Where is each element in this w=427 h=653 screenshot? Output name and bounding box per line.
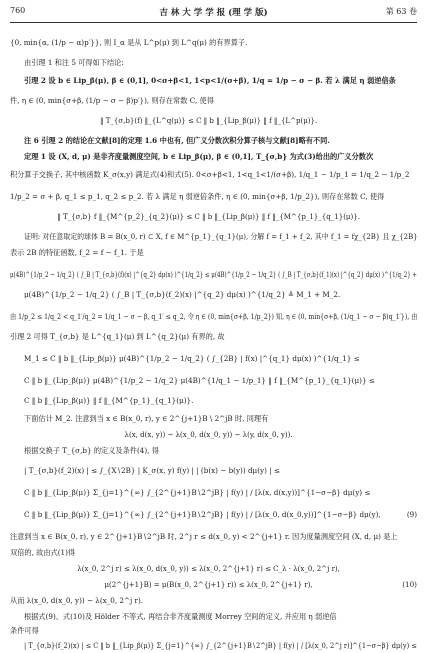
volume-label: 第 63 卷 bbox=[385, 7, 417, 16]
text-line: 证明: 对任意取定的球体 B = B(x_0, r) ⊂ X, f ∈ M^{p_1}_{q_1}(μ), 分解 f = f_1 + f_2, 其中 f_1 = fχ_{2B} 且 χ_{2B} bbox=[24, 232, 418, 241]
text-line: 由引理 1 和注 5 可得如下结论: bbox=[24, 58, 124, 67]
display-equation: μ(2^{j+1}B) = μ(B(x_0, 2^{j+1} r)) ≤ λ(x_0, 2^{j+1} r), bbox=[104, 580, 313, 589]
display-equation: λ(x_0, 2^j r) ≤ λ(x_0, d(x_0, y)) ≤ λ(x_0, 2^{j+1} r) ≤ C_λ · λ(x_0, 2^j r), bbox=[77, 564, 340, 573]
display-equation: μ(4B)^{1/p_2 − 1/q_2} ( ∫_B | T_{σ,b}(f)(x) |^{q_2} dμ(x) )^{1/q_2} ≤ μ(4B)^{1/p_2 − 1/q_2} ( ∫_B | T_{σ,b}(f_1)(x) |^{q_2} dμ(x) )^{1/q_2} + bbox=[10, 270, 418, 279]
header-rule bbox=[10, 22, 417, 23]
text-line: 表示 2B 的特征函数, f_2 = f − f_1. 于是 bbox=[10, 248, 144, 257]
lemma-2-line: 引理 2 设 b ∈ Lip_β(μ), β ∈ (0,1], 0<σ+β<1, 1<p<1/(σ+β), 1/q = 1/p − σ − β. 若 λ 满足 η 弱逆倍条 bbox=[24, 76, 396, 85]
text-line: 积分算子交换子, 其中核函数 K_σ(x,y) 满足式(4)和式(5). 0<σ+β<1, 1<q_1<1/(σ+β), 1/q_1 − 1/p_1 = 1/q_2 − 1/p_2 bbox=[10, 170, 410, 179]
text-line: 根据式(9)、式(10)及 Hölder 不等式, 再结合非齐度量测度 Morrey 空间的定义, 并应用 η 弱逆倍 bbox=[24, 612, 337, 621]
display-equation: C ‖ b ‖_{Lip_β(μ)} ‖ f ‖_{M^{p_1}_{q_1}(μ)}. bbox=[24, 396, 194, 405]
journal-title: 吉 林 大 学 学 报 (理 学 版) bbox=[159, 8, 268, 18]
text-line: 引理 2 可得 T_{σ,b} 是 L^{q_1}(μ) 到 L^{q_2}(μ) 有界的, 故 bbox=[10, 332, 225, 341]
text-line: 从而 λ(x_0, d(x_0, y)) ∼ λ(x_0, 2^j r). bbox=[10, 596, 144, 605]
display-equation: C ‖ b ‖_{Lip_β(μ)} μ(4B)^{1/p_2 − 1/q_2} μ(4B)^{1/q_1 − 1/p_1} ‖ f ‖_{M^{p_1}_{q_1}(μ)} ≤ bbox=[24, 376, 375, 385]
text-line: 1/p_2 = σ + β, q_1 ≤ p_1, q_2 ≤ p_2. 若 λ 满足 η 弱逆倍条件, η ∈ (0, min{σ+β, 1/p_2}), 则存在常数 C, 使得 bbox=[10, 192, 385, 201]
text-line: 下面估计 M_2. 注意到当 x ∈ B(x_0, r), y ∈ 2^{j+1}B \ 2^jB 时, 同理有 bbox=[24, 414, 269, 423]
text-line: 由 1/p_2 ≤ 1/q_2 < q_1′/q_2 = 1/q_1 − σ − β, q_1′ ≤ q_2, 令 η ∈ (0, min{σ+β, 1/p_2}) 知, η ∈ (0, min{σ+β, (1/q_1 − σ − β)q_1′}), 由 bbox=[10, 312, 418, 321]
text-line: {0, min{α, (1/p − α)p′}}, 则 I_α 是从 L^p(μ) 到 L^q(μ) 的有界算子. bbox=[10, 38, 248, 47]
display-equation: λ(x, d(x, y)) ∼ λ(x_0, d(x_0, y)) ∼ λ(y, d(x_0, y)). bbox=[124, 430, 293, 439]
equation-number: (10) bbox=[402, 580, 417, 589]
text-line: 件, η ∈ (0, min{σ+β, (1/p − σ − β)p′}), 则存在常数 C, 使得 bbox=[10, 96, 214, 105]
text-line: 注意到当 x ∈ B(x_0, r), y ∈ 2^{j+1}B∖2^jB 时, 2^j r ≤ d(x_0, y) < 2^{j+1} r. 因为度量测度空间 (X, d, μ) 是上 bbox=[10, 532, 398, 541]
equation-number: (9) bbox=[406, 510, 417, 519]
display-equation: M_1 ≤ C ‖ b ‖_{Lip_β(μ)} μ(4B)^{1/p_2 − 1/q_2} ( ∫_{2B} | f(x) |^{q_1} dμ(x) )^{1/q_1} ≤ bbox=[24, 354, 360, 363]
display-equation: μ(4B)^{1/p_2 − 1/q_2} ( ∫_B | T_{σ,b}(f_2)(x) |^{q_2} dμ(x) )^{1/q_2} ≜ M_1 + M_2. bbox=[24, 290, 341, 299]
display-equation: C ‖ b ‖_{Lip_β(μ)} Σ_{j=1}^{∞} ∫_{2^{j+1}B∖2^jB} | f(y) | / [λ(x_0, d(x_0,y))]^{1−σ−β} dμ(y), bbox=[24, 510, 381, 519]
remark-6-line: 注 6 引理 2 的结论在文献[8]的定理 1.6 中也有, 但广义分数次积分算子核与文献[8]略有不同. bbox=[24, 136, 330, 145]
display-equation: ‖ T_{σ,b} f ‖_{M^{p_2}_{q_2}(μ)} ≤ C ‖ b ‖_{Lip_β(μ)} ‖ f ‖_{M^{p_1}_{q_1}(μ)}. bbox=[57, 212, 360, 221]
page-number: 760 bbox=[10, 6, 26, 15]
text-line: 根据交换子 T_{σ,b} 的定义及条件(4), 得 bbox=[24, 446, 159, 455]
display-equation: C ‖ b ‖_{Lip_β(μ)} Σ_{j=1}^{∞} ∫_{2^{j+1}B∖2^jB} | f(y) | / [λ(x, d(x,y))]^{1−σ−β} dμ(y) ≤ bbox=[24, 488, 371, 497]
text-line: 条件可得 bbox=[10, 626, 39, 635]
display-equation: | T_{σ,b}(f_2)(x) | ≤ ∫_{X∖2B} | K_σ(x, y) f(y) | | (b(x) − b(y)) dμ(y) | ≤ bbox=[24, 466, 280, 475]
display-equation: ‖ T_{σ,b}(f) ‖_{L^q(μ)} ≤ C ‖ b ‖_{Lip_β(μ)} ‖ f ‖_{L^p(μ)}. bbox=[99, 116, 318, 125]
theorem-1-line: 定理 1 设 (X, d, μ) 是非齐度量测度空间, b ∈ Lip_β(μ), β ∈ (0,1], T_{σ,b} 为式(3)给出的广义分数次 bbox=[24, 152, 374, 161]
display-equation: | T_{σ,b}(f_2)(x) | ≤ C ‖ b ‖_{Lip_β(μ)} Σ_{j=1}^{∞} ∫_{2^{j+1}B∖2^jB} | f(y) | / [λ(x_0, 2^j r)]^{1−σ−β} dμ(y) ≤ bbox=[24, 641, 417, 650]
text-line: 双倍的, 故由式(1)得 bbox=[10, 548, 76, 557]
